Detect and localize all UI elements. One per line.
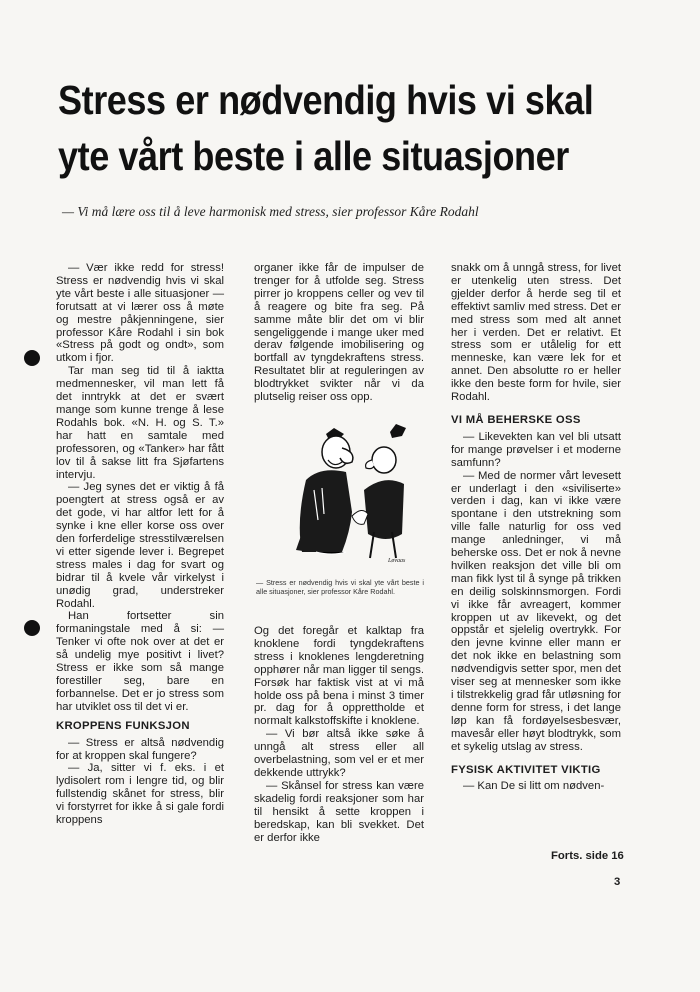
cartoon-illustration	[256, 420, 424, 570]
paragraph: — Jeg synes det er viktig å få poengtert at stress også er av det gode, vi har altfor lett for å synke i kne eller korse oss over den forferdelige stresstilværelsen vi etter sigende lever i. Begrepet stress males i dag for svart og bidrar til å kvele vår virkelyst i unødig grad, understreker Rodahl.	[56, 481, 224, 610]
section-heading: FYSISK AKTIVITET VIKTIG	[451, 763, 601, 776]
column-1	[56, 262, 224, 827]
section-heading: VI MÅ BEHERSKE OSS	[451, 413, 581, 426]
paragraph: — Likevekten kan vel bli utsatt for mange prøvelser i et moderne samfunn?	[451, 430, 621, 469]
paragraph: — Med de normer vårt levesett er underlagt i den «siviliserte» verden i dag, kan vi ikke være spontane i den utstrekning som ville falle naturlig for oss ved mange anledninger, vi må beherske oss. Det er nok å nevne hvilken reaksjon det ville bli om man fikk lyst til å synge på trikken en deilig solskinnsmorgen. Fordi vi ikke får avreagert, kommer kroppen ut av likevekt, og det oppstår et sjelelig overtrykk. For den jevne kvinne eller mann er det nok ikke en belastning som nødvendigvis setter spor, men det viser seg at mennesker som ikke i tilstrekkelig grad får utløsning for denne form for stress, i det lange løp kan få fordøyelsesbesvær, mavesår eller høyt blodtrykk, som et sykelig utslag av stress.	[451, 469, 621, 753]
paragraph: — Ja, sitter vi f. eks. i et lydisolert rom i lengre tid, og blir fullstendig skånet for stress, blir vi forstyrret for ikke å si gale fordi kroppens	[56, 762, 224, 827]
paragraph: Tar man seg tid til å iaktta medmennesker, vil man lett få det inntrykk at det er svært mange som kunne trenge å lese Rodahls bok. «N. H. og S. T.» har hatt en samtale med professoren, og «Tanker» har fått lov til å sakse litt fra Sjøfartens intervju.	[56, 365, 224, 481]
punch-hole-bottom	[24, 620, 40, 636]
column-3	[451, 262, 621, 793]
paragraph: — Vi bør altså ikke søke å unngå alt stress eller all overbelastning, som vel er et mer dekkende uttrykk?	[254, 728, 424, 779]
section-heading: KROPPENS FUNKSJON	[56, 719, 190, 732]
paragraph: — Kan De si litt om nødven-	[463, 780, 605, 793]
continued-note: Forts. side 16	[551, 850, 624, 862]
page-number: 3	[614, 876, 621, 888]
paragraph: snakk om å unngå stress, for livet er utenkelig uten stress. Det gjelder derfor å herde seg til et effektivt samliv med stress. Det er med stress som med alt annet her i verden. Det er relativt. Et stress som er utålelig for ett menneske, kan være lek for et annet. Den absolutte ro er heller ikke den beste form for hvile, sier Rodahl.	[451, 262, 621, 404]
paragraph: organer ikke får de impulser de trenger for å utfolde seg. Stress pirrer jo kroppens celler og vev til å reagere og bite fra seg. På samme måte blir det om vi blir sengeliggende i mange uker med derav følgende imobilisering og bortfall av tyngdekraftens stress. Resultatet blir at reguleringen av blodtrykket svikter når vi da plutselig reiser oss opp.	[254, 262, 424, 404]
cartoon-figure-right	[352, 424, 406, 558]
illustration-caption: — Stress er nødvendig hvis vi skal yte vårt beste i alle situasjoner, sier professor Kåre Rodahl.	[256, 578, 424, 596]
paragraph: — Stress er altså nødvendig for at kroppen skal fungere?	[56, 736, 224, 762]
article-headline	[58, 72, 594, 184]
cartoon-figure-left	[296, 428, 353, 554]
column-2-top	[254, 262, 424, 404]
paragraph: Og det foregår et kalktap fra knoklene fordi tyngdekraftens stress i knoklenes lengderetning opphører når man ligger til sengs. Forsøk har faktisk vist at vi må holde oss på bena i minst 3 timer pr. dag for å opprettholde et normalt kalkstoffskifte i knoklene.	[254, 625, 424, 728]
paragraph: Han fortsetter sin formaningstale med å si: — Tenker vi ofte nok over at det er så undelig mye positivt i livet? Stress er ikke som så mange forestiller seg, bare en forbannelse. Det er jo stress som har utviklet oss til det vi er.	[56, 610, 224, 713]
illustration-signature: Løvaas	[388, 558, 406, 564]
column-2-bottom	[254, 625, 424, 844]
article-subtitle: — Vi må lære oss til å leve harmonisk med stress, sier professor Kåre Rodahl	[62, 204, 479, 219]
paragraph: — Vær ikke redd for stress! Stress er nødvendig hvis vi skal yte vårt beste i alle situasjoner — forutsatt at vi lærer oss å møte og mestre påkjenningene, sier professor Kåre Rodahl i sin bok «Stress på godt og ondt», som utkom i fjor.	[56, 262, 224, 365]
paragraph: — Skånsel for stress kan være skadelig fordi reaksjoner som har til hensikt å sette kroppen i beredskap, kan bli svekket. Det er derfor ikke	[254, 779, 424, 844]
headline-line-2: yte vårt beste i alle situasjoner	[58, 133, 569, 179]
headline-line-1: Stress er nødvendig hvis vi skal	[58, 77, 594, 123]
punch-hole-top	[24, 350, 40, 366]
